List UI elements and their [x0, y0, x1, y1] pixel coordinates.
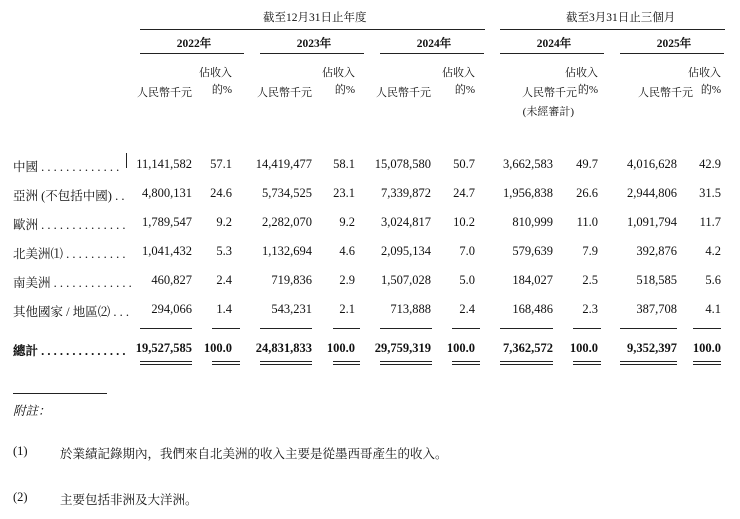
total-label: 總計 . . . . . . . . . . . . . . — [13, 344, 126, 358]
percent-cell: 2.1 — [339, 302, 355, 316]
amount-cell: 168,486 — [512, 302, 553, 316]
percent-cell: 2.9 — [339, 273, 355, 287]
percent-cell: 2.4 — [459, 302, 475, 316]
col-pct-label: 佔收入 — [688, 67, 721, 79]
amount-cell: 15,078,580 — [374, 157, 431, 171]
col-amount-2025-q1: 人民幣千元 — [638, 87, 693, 99]
footnote-2-number: (2) — [13, 490, 28, 504]
amount-cell: 460,827 — [151, 273, 192, 287]
percent-cell: 31.5 — [699, 186, 721, 200]
percent-cell: 4.6 — [339, 244, 355, 258]
region-label: 北美洲⑴ . . . . . . . . . . — [13, 247, 126, 261]
percent-cell: 57.1 — [210, 157, 232, 171]
percent-cell: 2.3 — [582, 302, 598, 316]
total-rule — [452, 364, 480, 365]
total-rule — [500, 364, 553, 365]
amount-cell: 3,024,817 — [381, 215, 431, 229]
footnote-title: 附註： — [13, 404, 51, 418]
amount-cell: 184,027 — [512, 273, 553, 287]
col-pct-2023 — [322, 65, 355, 99]
amount-cell: 4,016,628 — [627, 157, 677, 171]
annual-period-header: 截至12月31日止年度 — [263, 12, 367, 24]
amount-cell: 719,836 — [271, 273, 312, 287]
percent-cell: 7.9 — [582, 244, 598, 258]
percent-cell: 24.7 — [453, 186, 475, 200]
percent-cell: 100.0 — [692, 341, 721, 355]
amount-cell: 24,831,833 — [255, 341, 312, 355]
amount-cell: 2,944,806 — [627, 186, 677, 200]
year-rule-2022 — [140, 53, 244, 54]
col-pct-2022 — [199, 65, 232, 99]
year-rule-2025-q1 — [620, 53, 724, 54]
total-rule — [140, 328, 192, 329]
total-rule — [380, 328, 432, 329]
amount-cell: 7,362,572 — [503, 341, 553, 355]
amount-cell: 2,282,070 — [262, 215, 312, 229]
total-rule — [333, 328, 360, 329]
amount-cell: 11,141,582 — [136, 157, 192, 171]
total-rule — [693, 364, 721, 365]
amount-cell: 29,759,319 — [374, 341, 431, 355]
year-rule-2024-q1 — [500, 53, 604, 54]
region-label: 歐洲 . . . . . . . . . . . . . . — [13, 218, 126, 232]
col-amount-2023: 人民幣千元 — [257, 87, 312, 99]
percent-cell: 9.2 — [216, 215, 232, 229]
amount-cell: 4,800,131 — [142, 186, 192, 200]
col-amount-2024: 人民幣千元 — [376, 87, 431, 99]
amount-cell: 579,639 — [512, 244, 553, 258]
col-pct-2024-q1 — [565, 65, 598, 99]
total-rule — [452, 328, 480, 329]
amount-cell: 7,339,872 — [381, 186, 431, 200]
amount-cell: 1,956,838 — [503, 186, 553, 200]
amount-cell: 392,876 — [636, 244, 677, 258]
total-rule — [212, 328, 240, 329]
percent-cell: 58.1 — [333, 157, 355, 171]
percent-cell: 50.7 — [453, 157, 475, 171]
amount-cell: 5,734,525 — [262, 186, 312, 200]
col-pct-2025-q1 — [688, 65, 721, 99]
region-label: 南美洲 . . . . . . . . . . . . . — [13, 276, 132, 290]
amount-cell: 1,132,694 — [262, 244, 312, 258]
percent-cell: 9.2 — [339, 215, 355, 229]
total-rule — [620, 364, 677, 365]
total-rule — [452, 361, 480, 362]
col-pct-label: 的% — [334, 84, 355, 96]
total-rule — [212, 361, 240, 362]
total-rule — [140, 364, 192, 365]
year-header-2023: 2023年 — [296, 38, 332, 50]
percent-cell: 100.0 — [569, 341, 598, 355]
percent-cell: 1.4 — [216, 302, 232, 316]
col-pct-label: 的% — [211, 84, 232, 96]
col-amount-2022: 人民幣千元 — [137, 87, 192, 99]
total-rule — [500, 361, 553, 362]
year-header-2024: 2024年 — [416, 38, 452, 50]
amount-cell: 1,789,547 — [142, 215, 192, 229]
amount-cell: 19,527,585 — [135, 341, 192, 355]
total-rule — [260, 364, 312, 365]
amount-cell: 14,419,477 — [255, 157, 312, 171]
percent-cell: 5.3 — [216, 244, 232, 258]
col-pct-label: 佔收入 — [322, 67, 355, 79]
total-rule — [620, 361, 677, 362]
region-label: 亞洲 (不包括中國) . . — [13, 189, 125, 203]
total-rule — [140, 361, 192, 362]
total-rule — [693, 328, 721, 329]
amount-cell: 1,091,794 — [627, 215, 677, 229]
footnote-separator — [13, 393, 107, 394]
footnote-2-text: 主要包括非洲及大洋洲。 — [60, 493, 198, 507]
total-rule — [620, 328, 677, 329]
col-pct-label: 佔收入 — [442, 67, 475, 79]
percent-cell: 11.0 — [576, 215, 598, 229]
percent-cell: 2.5 — [582, 273, 598, 287]
region-label: 其他國家 / 地區⑵ . . . — [13, 305, 129, 319]
amount-cell: 9,352,397 — [627, 341, 677, 355]
percent-cell: 11.7 — [699, 215, 721, 229]
percent-cell: 5.0 — [459, 273, 475, 287]
amount-cell: 294,066 — [151, 302, 192, 316]
amount-cell: 713,888 — [390, 302, 431, 316]
total-rule — [380, 361, 432, 362]
total-rule — [260, 361, 312, 362]
total-rule — [380, 364, 432, 365]
amount-cell: 518,585 — [636, 273, 677, 287]
amount-cell: 1,041,432 — [142, 244, 192, 258]
unaudited-note: (未經審計) — [522, 106, 574, 118]
percent-cell: 49.7 — [576, 157, 598, 171]
quarter-header-rule — [500, 29, 725, 30]
total-rule — [333, 361, 360, 362]
col-pct-label: 佔收入 — [199, 67, 232, 79]
year-rule-2023 — [260, 53, 364, 54]
total-rule — [693, 361, 721, 362]
col-pct-label: 的% — [700, 84, 721, 96]
percent-cell: 23.1 — [333, 186, 355, 200]
amount-cell: 810,999 — [512, 215, 553, 229]
total-rule — [500, 328, 553, 329]
percent-cell: 26.6 — [576, 186, 598, 200]
footnote-1-text: 於業績記錄期內，我們來自北美洲的收入主要是從墨西哥產生的收入。 — [60, 447, 448, 461]
amount-cell: 387,708 — [636, 302, 677, 316]
annual-header-rule — [140, 29, 485, 30]
amount-cell: 543,231 — [271, 302, 312, 316]
col-pct-2024 — [442, 65, 475, 99]
quarter-period-header: 截至3月31日止三個月 — [566, 12, 676, 24]
year-header-2024-q1: 2024年 — [536, 38, 572, 50]
percent-cell: 100.0 — [446, 341, 475, 355]
col-pct-label: 的% — [577, 84, 598, 96]
year-header-2025-q1: 2025年 — [656, 38, 692, 50]
percent-cell: 2.4 — [216, 273, 232, 287]
amount-cell: 3,662,583 — [503, 157, 553, 171]
year-rule-2024 — [380, 53, 484, 54]
col-amount-2024-q1: 人民幣千元 — [522, 87, 577, 99]
percent-cell: 10.2 — [453, 215, 475, 229]
total-rule — [212, 364, 240, 365]
percent-cell: 4.1 — [705, 302, 721, 316]
year-header-2022: 2022年 — [176, 38, 212, 50]
percent-cell: 4.2 — [705, 244, 721, 258]
col-pct-label: 佔收入 — [565, 67, 598, 79]
percent-cell: 7.0 — [459, 244, 475, 258]
total-rule — [333, 364, 360, 365]
text-cursor-mark — [126, 153, 127, 168]
amount-cell: 2,095,134 — [381, 244, 431, 258]
percent-cell: 5.6 — [705, 273, 721, 287]
amount-cell: 1,507,028 — [381, 273, 431, 287]
total-rule — [573, 364, 601, 365]
region-label: 中國 . . . . . . . . . . . . . — [13, 160, 120, 174]
total-rule — [260, 328, 312, 329]
col-pct-label: 的% — [454, 84, 475, 96]
footnote-1-number: (1) — [13, 444, 28, 458]
total-rule — [573, 328, 601, 329]
percent-cell: 42.9 — [699, 157, 721, 171]
percent-cell: 100.0 — [203, 341, 232, 355]
percent-cell: 100.0 — [326, 341, 355, 355]
percent-cell: 24.6 — [210, 186, 232, 200]
total-rule — [573, 361, 601, 362]
